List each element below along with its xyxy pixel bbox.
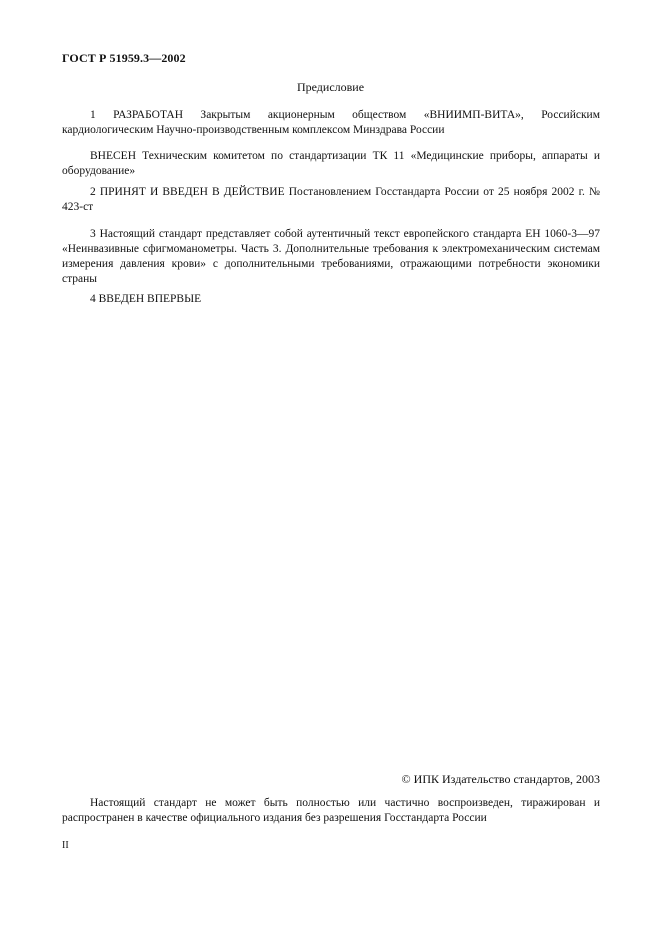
paragraph-developed-by: 1 РАЗРАБОТАН Закрытым акционерным обществом «ВНИИМП-ВИТА», Российским кардиологическим Научно-производственным комплексом Минздрава России [62,109,600,136]
reproduction-notice: Настоящий стандарт не может быть полностью или частично воспроизведен, тиражирован и распространен в качестве официального издания без разрешения Госстандарта России [62,797,600,824]
paragraph-introduced-by: ВНЕСЕН Техническим комитетом по стандартизации ТК 11 «Медицинские приборы, аппараты и оборудование» [62,150,600,177]
paragraph-first-introduced: 4 ВВЕДЕН ВПЕРВЫЕ [90,293,202,305]
section-title: Предисловие [296,80,365,94]
paragraph-adopted: 2 ПРИНЯТ И ВВЕДЕН В ДЕЙСТВИЕ Постановлением Госстандарта России от 25 ноября 2002 г. № 423-ст [62,186,600,213]
copyright-line: © ИПК Издательство стандартов, 2003 [401,772,600,786]
page-number: II [62,840,69,851]
document-header: ГОСТ Р 51959.3—2002 [62,51,186,65]
paragraph-authentic-text: 3 Настоящий стандарт представляет собой аутентичный текст европейского стандарта ЕН 1060-3—97 «Неинвазивные сфигмоманометры. Часть 3. Дополнительные требования к электромеханическим системам измерения давления крови» с дополнительными требованиями, отражающими потребности экономики страны [62,228,600,285]
